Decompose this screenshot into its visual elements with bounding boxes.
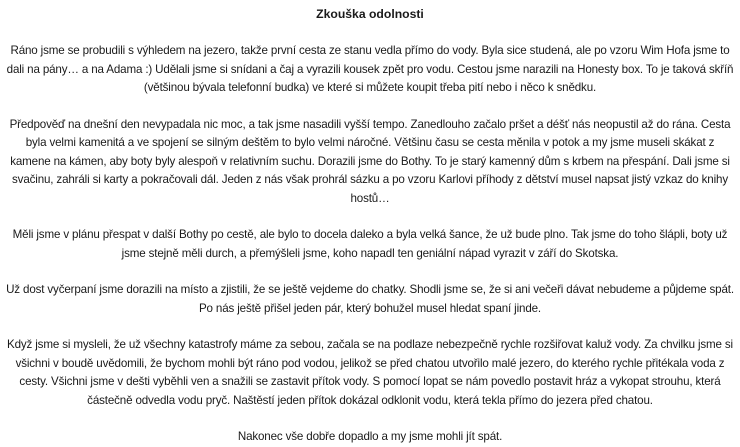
paragraph-flood: Když jsme si mysleli, že už všechny katastrofy máme za sebou, začala se na podlaze nebezpečně rychle rozšiřovat kaluž vody. Za chvilku jsme si všichni v boudě uvědomili, že bychom mohli být ráno pod vodou, jelikož se před chatou utvořilo malé jezero, do kterého rychle přitékala voda z cesty. Všichni jsme v dešti vyběhli ven a snažili se zastavit přítok vody. S pomocí lopat se nám povedlo postavit hráz a vykopat strouhu, která částečně odvedla vodu pryč. Naštěstí jeden přítok dokázal odklonit vodu, která tekla přímo do jezera před chatou. <box>7 338 733 407</box>
paragraph-morning-lake: Ráno jsme se probudili s výhledem na jezero, takže první cesta ze stanu vedla přímo do vody. Byla sice studená, ale po vzoru Wim Hofa jsme to dali na pány… a na Adama :) Udělali jsme si snídani a čaj a vyrazili kousek zpět pro vodu. Cestou jsme narazili na Honesty box. To je taková skříň (většinou bývala telefonní budka) ve které si můžete koupit třeba pití nebo i něco k snědku. <box>6 44 734 94</box>
article-title: Zkouška odolnosti <box>316 7 424 21</box>
paragraph-ending: Nakonec vše dobře dopadlo a my jsme mohli jít spát. <box>237 430 503 443</box>
paragraph-arrival: Už dost vyčerpaní jsme dorazili na místo a zjistili, že se ještě vejdeme do chatky. Shodli jsme se, že si ani večeři dávat nebudeme a půjdeme spát. Po nás ještě přišel jeden pár, který bohužel musel hledat spaní jinde. <box>6 283 734 315</box>
paragraph-next-bothy: Měli jsme v plánu přespat v další Bothy po cestě, ale bylo to docela daleko a byla velká šance, že už bude plno. Tak jsme do toho šlápli, boty už jsme stejně měli durch, a přemýšleli jsme, koho napadl ten geniální nápad vyrazit v září do Skotska. <box>12 228 728 260</box>
paragraph-rain-bothy: Předpověď na dnešní den nevypadala nic moc, a tak jsme nasadili vyšší tempo. Zanedlouho začalo pršet a déšť nás neopustil až do rána. Cesta byla velmi kamenitá a ve spojení se silným deštěm to bylo velmi náročné. Většinu času se cesta měnila v potok a my jsme museli skákat z kamene na kámen, aby boty byly alespoň v relativním suchu. Dorazili jsme do Bothy. To je starý kamenný dům s krbem na přespání. Dali jsme si svačinu, zahráli si karty a pokračovali dál. Jeden z nás však prohrál sázku a po vzoru Karlovi příhody z dětství musel napsat jistý vzkaz do knihy hostů… <box>9 117 731 205</box>
